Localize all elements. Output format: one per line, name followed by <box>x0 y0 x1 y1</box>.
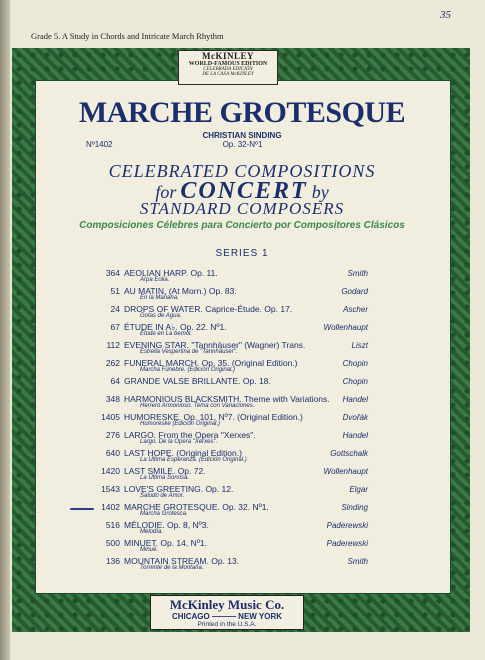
item-subtitle: Gotas de Agua. <box>140 313 182 319</box>
page-number: 35 <box>440 9 451 21</box>
item-title: LAST SMILE. Op. 72. <box>124 466 206 476</box>
item-subtitle: Estrella Vespertina de "Tannhäuser". <box>140 349 238 355</box>
composer-name: CHRISTIAN SINDING <box>202 131 282 140</box>
composers-heading: STANDARD COMPOSERS <box>139 199 345 218</box>
badge-line1: McKINLEY <box>202 51 254 61</box>
item-number: 1402 <box>101 502 120 512</box>
badge-line4: DE LA CASA McKINLEY <box>202 72 254 77</box>
item-composer: Smith <box>347 269 368 278</box>
item-subtitle: Largo. De la Ópera "Xerxes". <box>140 439 218 445</box>
item-composer: Handel <box>342 431 368 440</box>
item-title: LAST HOPE. (Original Edition.) <box>124 448 242 458</box>
list-item <box>78 340 368 358</box>
item-number: 64 <box>110 376 120 386</box>
list-item <box>78 394 368 412</box>
item-composer: Liszt <box>351 341 368 350</box>
item-title: AU MATIN. (At Morn.) Op. 83. <box>124 286 237 296</box>
item-title: HUMORESKE. Op. 101, Nº7. (Original Edition.) <box>124 412 303 422</box>
series-label: SERIES 1 <box>215 248 269 259</box>
item-composer: Paderewski <box>326 521 368 530</box>
collection-heading: CELEBRATED COMPOSITIONS <box>108 161 376 181</box>
list-item <box>78 520 368 538</box>
list-item <box>78 304 368 322</box>
item-title: GRANDE VALSE BRILLANTE. Op. 18. <box>124 376 271 386</box>
publisher-name: McKinley Music Co. <box>169 597 285 612</box>
item-title: EVENING STAR. "Tannhäuser" (Wagner) Trans. <box>124 340 306 350</box>
item-composer: Sinding <box>341 503 368 512</box>
list-item <box>78 322 368 340</box>
item-title: DROPS OF WATER. Caprice-Étude. Op. 17. <box>124 304 293 314</box>
item-subtitle: Arpa Eolia. <box>140 277 170 283</box>
catalog-number: Nº1402 <box>86 140 113 149</box>
item-subtitle: Saludo de Amor. <box>140 493 185 499</box>
item-composer: Chopin <box>342 359 368 368</box>
list-item <box>78 556 368 574</box>
publisher-imprint <box>150 595 304 630</box>
item-title: MARCHE GROTESQUE. Op. 32. Nº1. <box>124 502 269 512</box>
list-item-current <box>78 502 368 520</box>
item-composer: Smith <box>347 557 368 566</box>
list-item <box>78 466 368 484</box>
list-item <box>78 268 368 286</box>
item-composer: Dvořák <box>342 413 368 422</box>
opus-number: Op. 32-Nº1 <box>222 140 263 149</box>
list-item <box>78 538 368 556</box>
list-item <box>78 412 368 430</box>
item-title: MÉLODIE. Op. 8, Nº3. <box>124 520 209 530</box>
item-composer: Gottschalk <box>330 449 368 458</box>
item-number: 1405 <box>101 412 120 422</box>
item-title: HARMONIOUS BLACKSMITH. Theme with Variations. <box>124 394 330 404</box>
grade-note: Grade 5. A Study in Chords and Intricate March Rhythm <box>31 31 224 41</box>
item-subtitle: Melodía. <box>140 529 164 535</box>
item-composer: Wollenhaupt <box>323 467 368 476</box>
item-subtitle: Marcha Grotesca. <box>140 511 188 517</box>
item-subtitle: En la Mañana. <box>140 295 179 301</box>
for-word: for <box>155 182 177 202</box>
by-word: by <box>311 182 329 202</box>
publisher-cities: CHICAGO ——— NEW YORK <box>171 612 283 621</box>
list-item <box>78 376 368 394</box>
list-item <box>78 484 368 502</box>
item-number: 364 <box>105 268 120 278</box>
item-subtitle: La Última Esperanza. (Edición Original.) <box>140 457 247 463</box>
item-number: 136 <box>105 556 120 566</box>
item-composer: Godard <box>341 287 368 296</box>
item-subtitle: Humoreske (Edición Original.) <box>140 421 221 427</box>
item-number: 24 <box>110 304 120 314</box>
item-number: 348 <box>105 394 120 404</box>
item-title: MINUET. Op. 14, Nº1. <box>124 538 207 548</box>
item-composer: Ascher <box>343 305 368 314</box>
list-item <box>78 448 368 466</box>
badge-line2: WORLD-FAMOUS EDITION <box>188 61 268 67</box>
item-number: 500 <box>105 538 120 548</box>
item-title: AEOLIAN HARP. Op. 11. <box>124 268 218 278</box>
item-number: 112 <box>106 340 120 350</box>
item-number: 276 <box>105 430 120 440</box>
item-number: 640 <box>105 448 120 458</box>
item-subtitle: Étude en La bemol. <box>140 331 193 337</box>
item-number: 516 <box>105 520 120 530</box>
item-title: FUNERAL MARCH. Op. 35. (Original Edition.) <box>124 358 298 368</box>
item-subtitle: Minué. <box>140 547 159 553</box>
item-number: 67 <box>110 322 120 332</box>
item-number: 262 <box>105 358 120 368</box>
item-number: 51 <box>110 286 120 296</box>
item-composer: Chopin <box>342 377 368 386</box>
concert-word: CONCERT <box>180 178 308 204</box>
item-title: LOVE'S GREETING. Op. 12. <box>124 484 234 494</box>
list-item <box>78 286 368 304</box>
binding-spine <box>0 0 10 660</box>
edition-badge <box>178 50 278 85</box>
item-title: ÉTUDE IN A♭. Op. 22. Nº1. <box>124 322 227 332</box>
spanish-heading: Composiciones Célebres para Concierto por Compositores Clásicos <box>79 220 405 231</box>
item-title: LARGO. From the Opera "Xerxes". <box>124 430 256 440</box>
item-composer: Wollenhaupt <box>323 323 368 332</box>
item-composer: Elgar <box>349 485 368 494</box>
list-item <box>78 430 368 448</box>
item-number: 1420 <box>101 466 120 476</box>
item-title: MOUNTAIN STREAM. Op. 13. <box>124 556 240 566</box>
item-subtitle: Herrero Armonioso. Tema con Variaciones. <box>140 403 255 409</box>
printed-note: Printed in the U.S.A. <box>197 621 257 628</box>
item-composer: Paderewski <box>326 539 368 548</box>
item-composer: Handel <box>342 395 368 404</box>
item-subtitle: La Última Sonrisa. <box>140 475 190 481</box>
item-subtitle: Torrente de la Montaña. <box>140 565 204 571</box>
list-item <box>78 358 368 376</box>
piece-title: MARCHE GROTESQUE <box>78 96 406 129</box>
badge-line3: CELEBRADA EDICIÓN <box>203 67 253 72</box>
item-subtitle: Marcha Fúnebre. (Edición Original.) <box>140 367 236 373</box>
item-number: 1543 <box>101 484 120 494</box>
